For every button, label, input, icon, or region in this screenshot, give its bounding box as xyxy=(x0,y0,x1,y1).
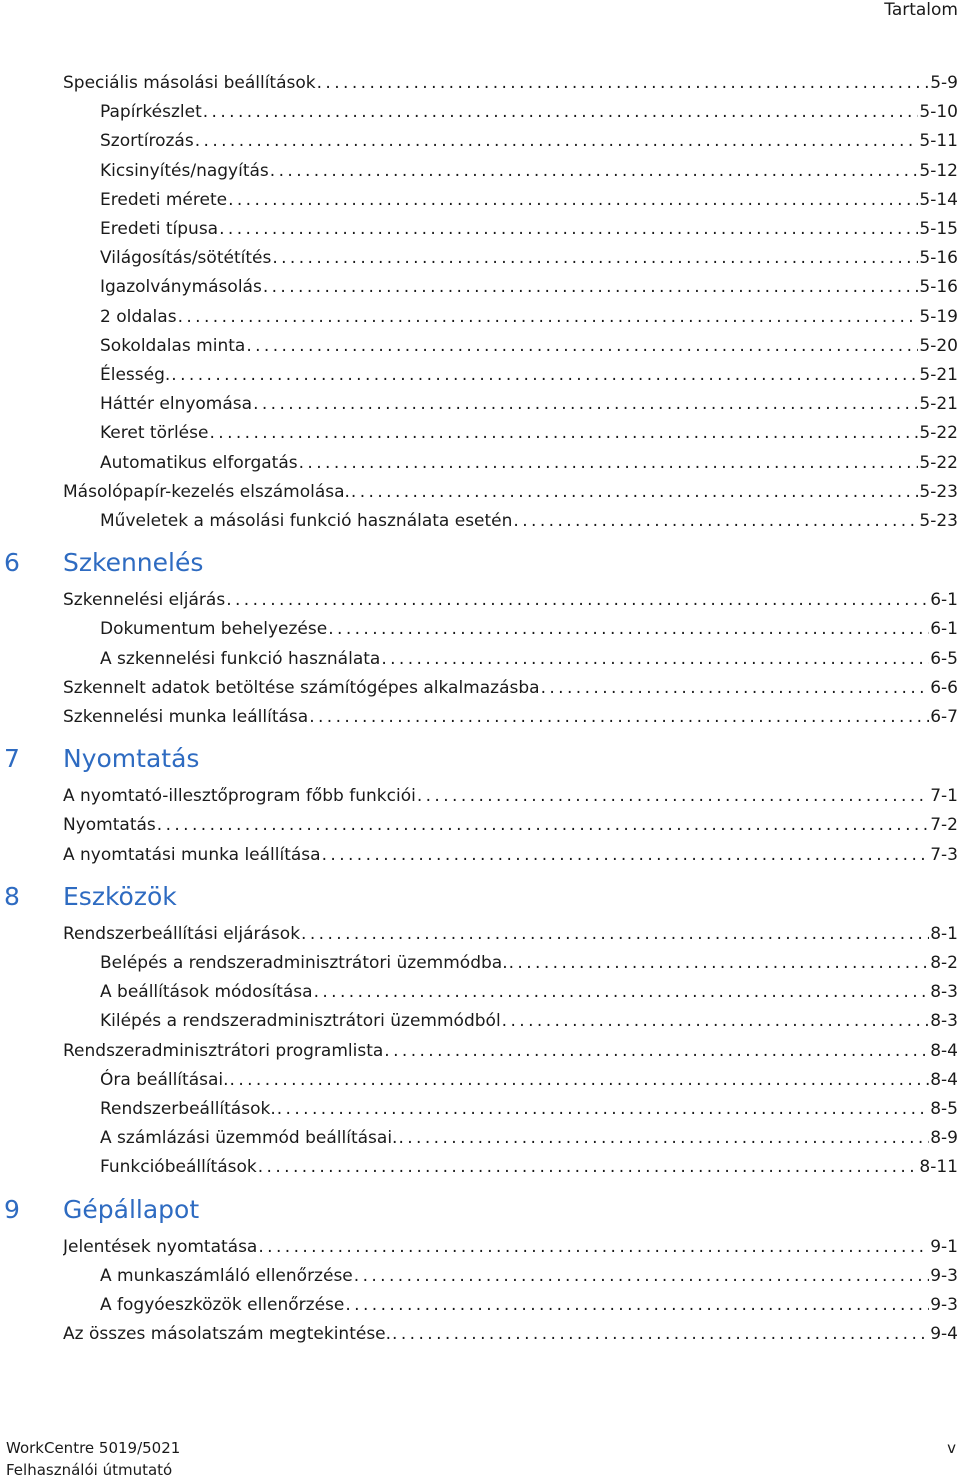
dot-leader xyxy=(384,1038,929,1064)
chapter-heading[interactable] xyxy=(0,877,177,917)
toc-entry-label: Szkennelési eljárás xyxy=(63,590,226,611)
dot-leader xyxy=(309,704,929,730)
toc-entry-label: Keret törlése xyxy=(100,423,209,444)
toc-entry-label: Műveletek a másolási funkció használata esetén xyxy=(100,511,513,531)
toc-entry[interactable] xyxy=(100,362,958,388)
toc-entry-label: A nyomtató-illesztőprogram főbb funkciói xyxy=(63,786,416,807)
toc-entry-page: 8-4 xyxy=(930,1040,958,1061)
toc-entry-page: 6-5 xyxy=(930,648,958,669)
dot-leader xyxy=(317,70,930,96)
toc-entry[interactable] xyxy=(100,333,958,359)
chapter-title: Gépállapot xyxy=(63,1194,200,1224)
toc-entry[interactable] xyxy=(63,587,958,613)
toc-entry-page: 5-19 xyxy=(919,306,958,327)
toc-entry-page: 5-21 xyxy=(919,394,958,415)
dot-leader xyxy=(258,1154,919,1180)
toc-entry[interactable] xyxy=(100,950,958,976)
dot-leader xyxy=(263,274,919,300)
toc-entry-page: 5-10 xyxy=(919,102,958,123)
toc-entry[interactable] xyxy=(100,391,958,417)
toc-entry-page: 6-7 xyxy=(930,707,958,727)
toc-entry[interactable] xyxy=(63,921,958,947)
dot-leader xyxy=(203,99,919,125)
toc-entry-label: Háttér elnyomása xyxy=(100,394,253,415)
toc-entry-page: 9-3 xyxy=(930,1295,958,1315)
dot-leader xyxy=(509,950,930,976)
toc-entry[interactable] xyxy=(100,646,958,672)
dot-leader xyxy=(502,1008,930,1034)
dot-leader xyxy=(351,479,918,505)
dot-leader xyxy=(157,812,929,838)
toc-entry[interactable] xyxy=(63,1234,958,1260)
chapter-title: Szkennelés xyxy=(63,548,204,578)
toc-entry-label: Az összes másolatszám megtekintése. xyxy=(63,1324,392,1345)
toc-entry-label: Speciális másolási beállítások xyxy=(63,73,316,93)
toc-entry-label: Kicsinyítés/nagyítás xyxy=(100,160,269,181)
toc-entry[interactable] xyxy=(100,1008,958,1034)
toc-entry-page: 8-3 xyxy=(930,1011,958,1032)
toc-entry-label: Szortírozás xyxy=(100,131,194,152)
toc-entry[interactable] xyxy=(63,812,958,838)
toc-entry[interactable] xyxy=(100,420,958,446)
dot-leader xyxy=(228,187,918,213)
toc-entry-label: A számlázási üzemmód beállításai. xyxy=(100,1128,398,1149)
toc-entry[interactable] xyxy=(63,704,958,730)
toc-entry[interactable] xyxy=(100,450,958,476)
toc-entry-label: Eredeti típusa xyxy=(100,219,219,239)
toc-entry-page: 5-12 xyxy=(919,160,958,181)
dot-leader xyxy=(513,508,918,534)
toc-entry[interactable] xyxy=(100,99,958,125)
toc-entry-page: 6-6 xyxy=(930,677,958,698)
toc-entry-page: 5-16 xyxy=(919,277,958,298)
toc-entry[interactable] xyxy=(100,1067,958,1093)
toc-entry[interactable] xyxy=(63,675,958,701)
footer xyxy=(6,1437,180,1481)
toc-entry-page: 9-1 xyxy=(930,1236,958,1257)
footer-product: WorkCentre 5019/5021 xyxy=(6,1439,181,1457)
chapter-number: 9 xyxy=(4,1194,20,1224)
toc-entry-label: 2 oldalas xyxy=(100,306,177,327)
toc-entry-page: 6-1 xyxy=(930,619,958,640)
toc-entry-label: Rendszerbeállítások. xyxy=(100,1099,276,1119)
toc-entry-page: 7-2 xyxy=(930,815,958,836)
dot-leader xyxy=(171,362,918,388)
dot-leader xyxy=(219,216,918,242)
toc-entry-label: Élesség. xyxy=(100,365,171,385)
toc-entry-label: Papírkészlet xyxy=(100,102,202,123)
chapter-heading[interactable] xyxy=(0,1190,199,1230)
toc-entry-label: Igazolványmásolás xyxy=(100,277,262,298)
dot-leader xyxy=(246,333,918,359)
dot-leader xyxy=(345,1292,929,1318)
toc-entry[interactable] xyxy=(63,783,958,809)
toc-entry[interactable] xyxy=(63,1038,958,1064)
toc-entry-label: Szkennelt adatok betöltése számítógépes alkalmazásba xyxy=(63,677,540,698)
toc-entry-page: 8-2 xyxy=(930,953,958,973)
toc-entry-page: 5-23 xyxy=(919,511,958,531)
toc-entry[interactable] xyxy=(100,616,958,642)
chapter-title: Nyomtatás xyxy=(63,744,200,774)
dot-leader xyxy=(301,921,929,947)
toc-entry-label: A munkaszámláló ellenőrzése xyxy=(100,1265,353,1286)
toc-entry-label: Sokoldalas minta xyxy=(100,335,246,356)
dot-leader xyxy=(354,1263,929,1289)
toc-entry-label: A beállítások módosítása xyxy=(100,982,313,1003)
toc-entry-label: Világosítás/sötétítés xyxy=(100,248,272,269)
toc-entry-label: Kilépés a rendszeradminisztrátori üzemmódból xyxy=(100,1011,501,1032)
page-number: v xyxy=(947,1439,956,1457)
dot-leader xyxy=(209,420,918,446)
toc-entry-page: 5-9 xyxy=(930,73,958,93)
footer-guide: Felhasználói útmutató xyxy=(6,1461,173,1479)
dot-leader xyxy=(253,391,918,417)
toc-entry-label: Jelentések nyomtatása xyxy=(63,1236,258,1257)
toc-entry-page: 5-11 xyxy=(919,131,958,152)
toc-entry-page: 5-22 xyxy=(919,452,958,473)
chapter-heading[interactable] xyxy=(0,543,203,583)
toc-entry-label: Dokumentum behelyezése xyxy=(100,619,328,640)
running-header: Tartalom xyxy=(884,0,958,20)
toc-entry-label: Rendszeradminisztrátori programlista xyxy=(63,1040,384,1061)
dot-leader xyxy=(178,304,919,330)
toc-entry[interactable] xyxy=(100,508,958,534)
toc-entry[interactable] xyxy=(63,479,958,505)
toc-entry-page: 6-1 xyxy=(930,590,958,611)
dot-leader xyxy=(541,675,930,701)
toc-entry-page: 7-1 xyxy=(930,786,958,807)
dot-leader xyxy=(230,1067,930,1093)
toc-entry-label: Funkcióbeállítások xyxy=(100,1157,257,1178)
toc-entry-page: 5-23 xyxy=(919,481,958,502)
dot-leader xyxy=(392,1321,929,1347)
chapter-number: 6 xyxy=(4,548,20,578)
toc-entry[interactable] xyxy=(100,1154,958,1180)
toc-entry[interactable] xyxy=(100,304,958,330)
toc-entry-page: 5-14 xyxy=(919,189,958,210)
toc-entry-label: A szkennelési funkció használata xyxy=(100,648,381,669)
toc-entry[interactable] xyxy=(100,1125,958,1151)
dot-leader xyxy=(417,783,929,809)
toc-entry-label: Nyomtatás xyxy=(63,815,156,836)
toc-entry[interactable] xyxy=(100,158,958,184)
dot-leader xyxy=(322,842,930,868)
toc-entry-page: 8-9 xyxy=(930,1128,958,1149)
dot-leader xyxy=(277,1096,929,1122)
toc-entry-label: Másolópapír-kezelés elszámolása. xyxy=(63,481,350,502)
dot-leader xyxy=(270,158,919,184)
chapter-heading[interactable] xyxy=(0,739,199,779)
toc-entry-page: 8-1 xyxy=(930,923,958,944)
dot-leader xyxy=(258,1234,929,1260)
toc-entry-label: Belépés a rendszeradminisztrátori üzemmódba. xyxy=(100,953,508,973)
dot-leader xyxy=(381,646,929,672)
dot-leader xyxy=(299,450,919,476)
toc-entry-page: 5-21 xyxy=(919,365,958,385)
toc-entry-page: 5-15 xyxy=(919,219,958,239)
toc-entry-label: Automatikus elforgatás xyxy=(100,452,298,473)
toc-entry-page: 8-3 xyxy=(930,982,958,1003)
toc-entry-label: A fogyóeszközök ellenőrzése xyxy=(100,1295,345,1315)
dot-leader xyxy=(328,616,929,642)
toc-entry[interactable] xyxy=(63,842,958,868)
toc-entry-page: 8-5 xyxy=(930,1099,958,1119)
chapter-title: Eszközök xyxy=(63,881,177,911)
dot-leader xyxy=(226,587,929,613)
toc-entry-page: 8-11 xyxy=(919,1157,958,1178)
toc-entry[interactable] xyxy=(100,187,958,213)
toc-entry-page: 5-22 xyxy=(919,423,958,444)
toc-entry[interactable] xyxy=(100,245,958,271)
chapter-number: 7 xyxy=(4,744,20,774)
toc-entry-label: Szkennelési munka leállítása xyxy=(63,707,309,727)
toc-entry-label: Rendszerbeállítási eljárások xyxy=(63,923,301,944)
toc-entry-page: 5-16 xyxy=(919,248,958,269)
toc-entry[interactable] xyxy=(63,70,958,96)
toc-entry[interactable] xyxy=(100,216,958,242)
toc-entry[interactable] xyxy=(100,128,958,154)
toc-entry[interactable] xyxy=(100,1263,958,1289)
dot-leader xyxy=(272,245,918,271)
toc-entry-label: Eredeti mérete xyxy=(100,189,228,210)
toc-entry[interactable] xyxy=(100,274,958,300)
toc-entry-page: 9-4 xyxy=(930,1324,958,1345)
toc-entry[interactable] xyxy=(100,1096,958,1122)
toc-entry-label: Óra beállításai. xyxy=(100,1069,229,1090)
toc-entry-page: 9-3 xyxy=(930,1265,958,1286)
chapter-number: 8 xyxy=(4,881,20,911)
toc-entry-page: 5-20 xyxy=(919,335,958,356)
toc-entry-page: 7-3 xyxy=(930,844,958,865)
toc-entry[interactable] xyxy=(100,1292,958,1318)
toc-entry[interactable] xyxy=(100,979,958,1005)
toc-entry-page: 8-4 xyxy=(930,1069,958,1090)
dot-leader xyxy=(195,128,919,154)
toc-entry-label: A nyomtatási munka leállítása xyxy=(63,844,321,865)
dot-leader xyxy=(398,1125,929,1151)
toc-entry[interactable] xyxy=(63,1321,958,1347)
dot-leader xyxy=(314,979,930,1005)
